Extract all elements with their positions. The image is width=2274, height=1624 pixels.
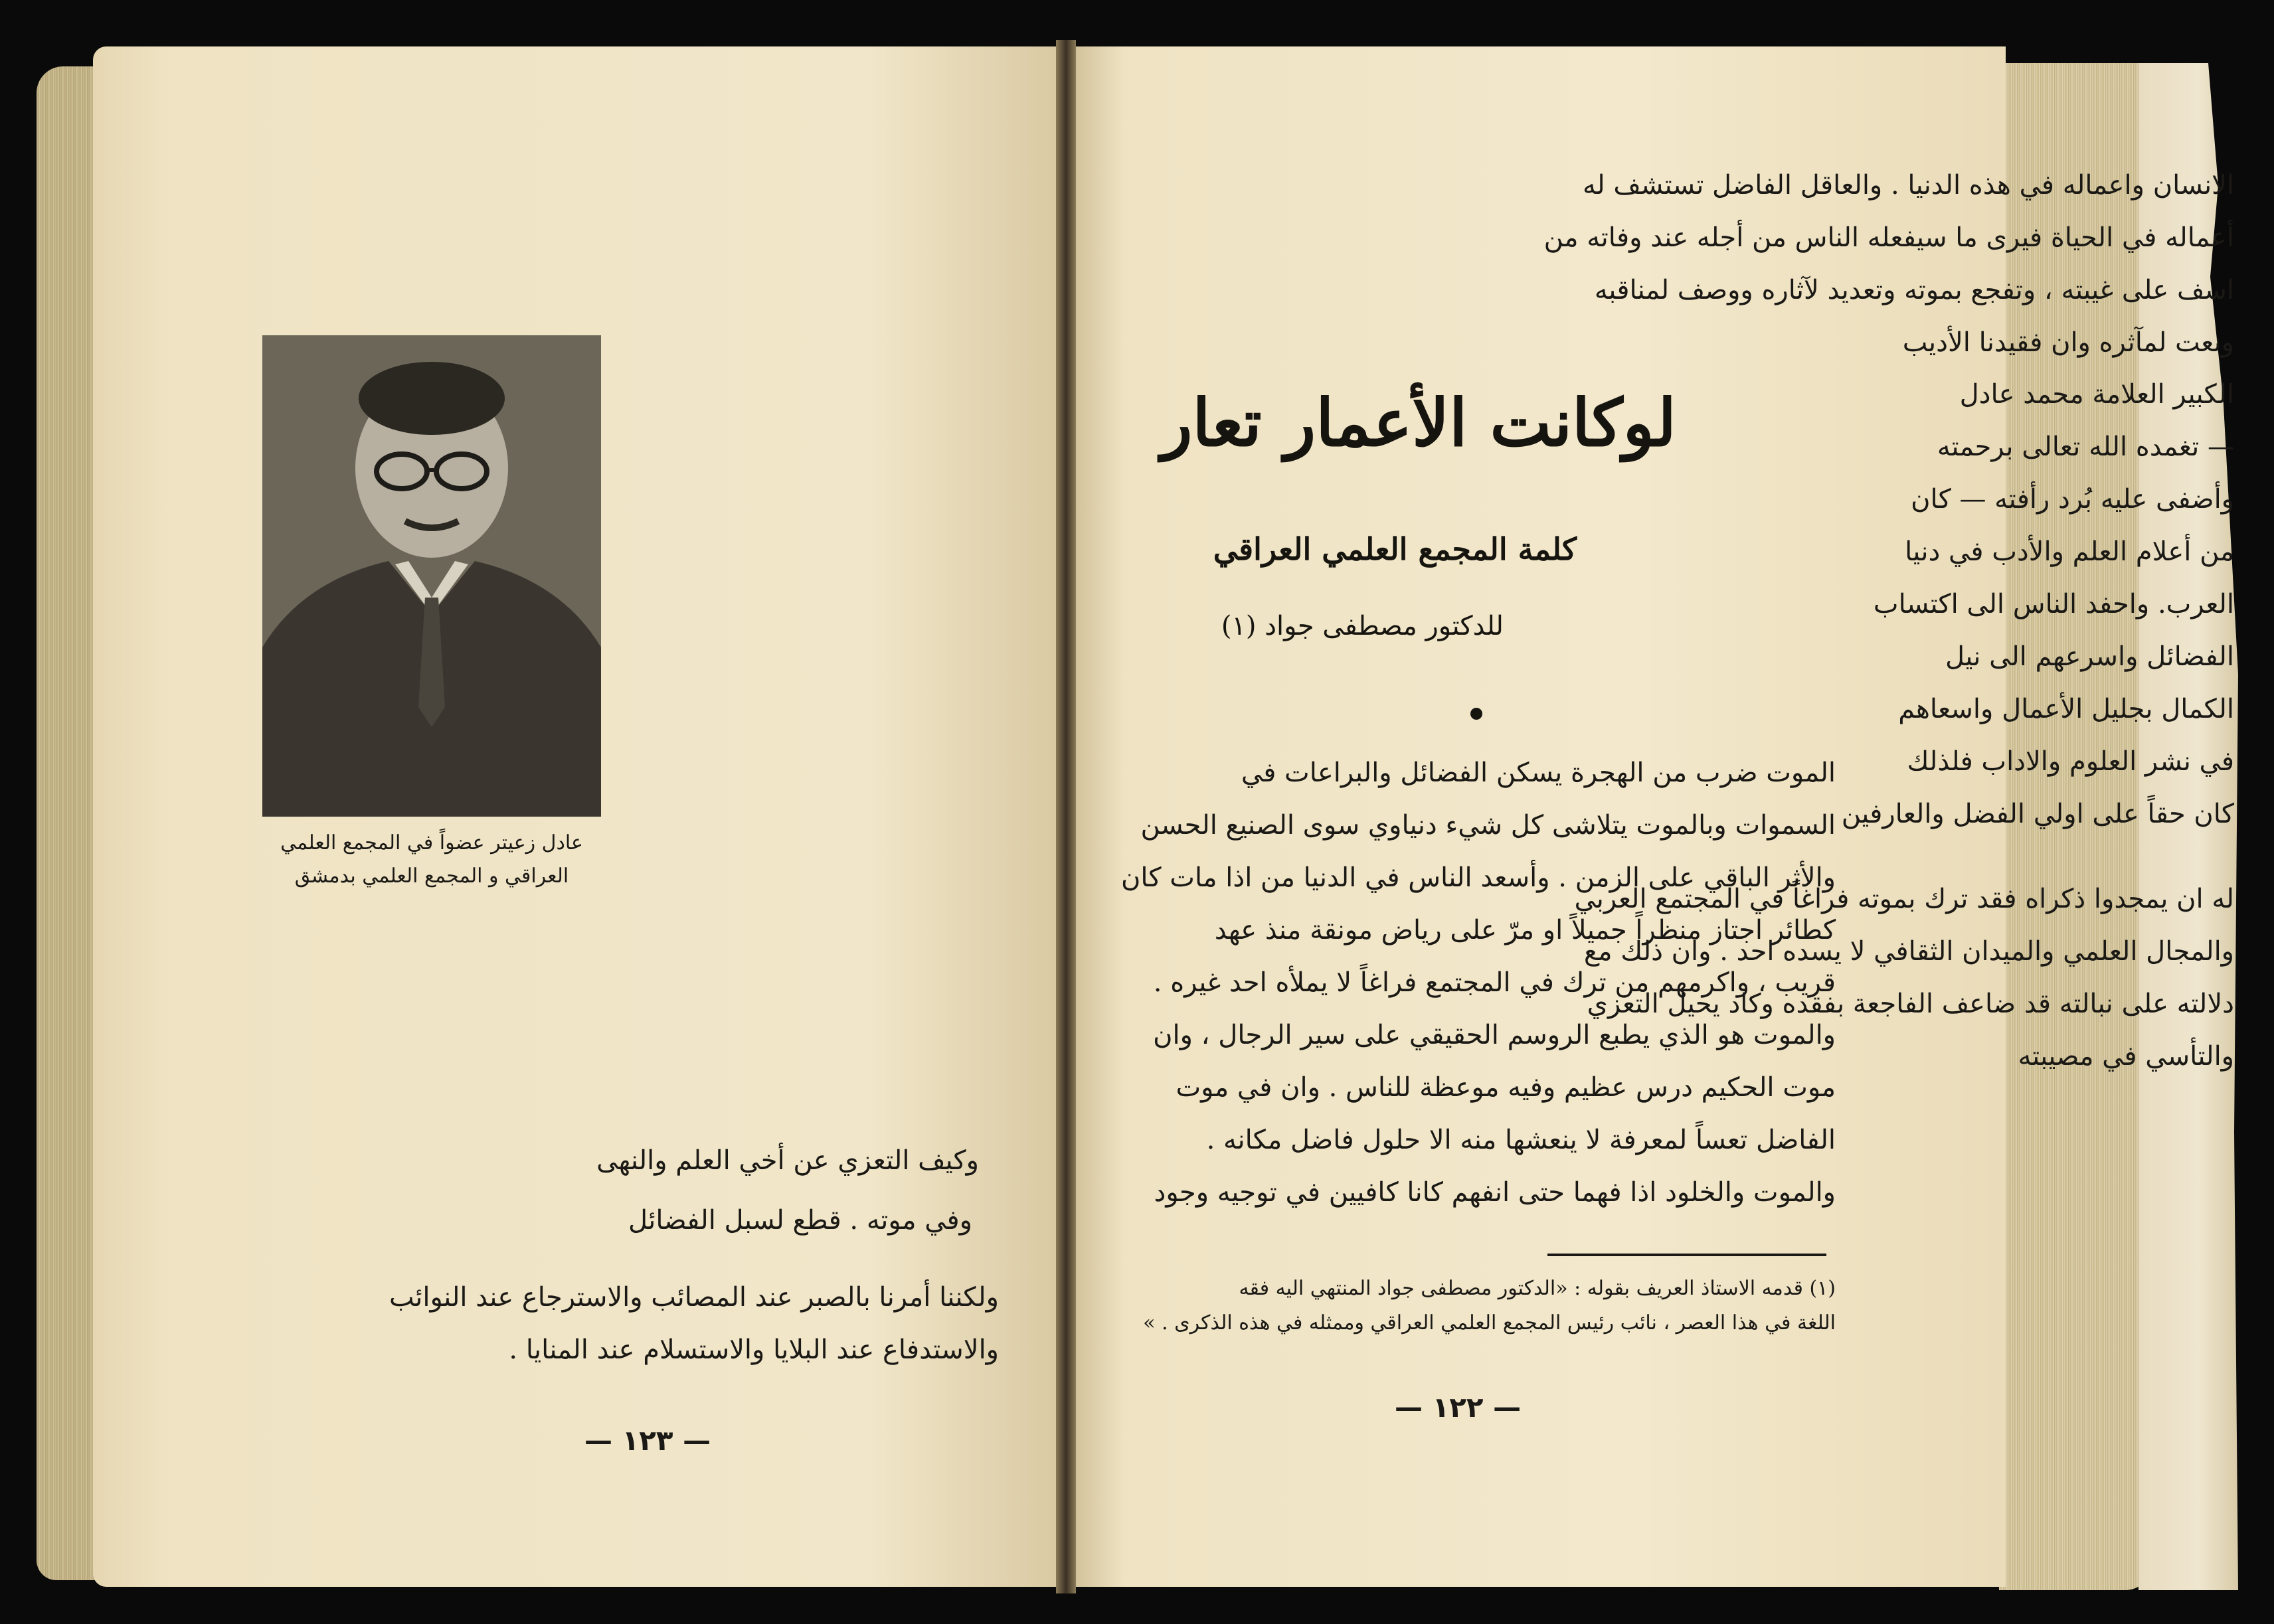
text-line: السموات وبالموت يتلاشى كل شيء دنياوي سوى الصنيع الحسن — [1140, 810, 1836, 841]
text-line: وأضفى عليه بُرد رأفته — كان — [1911, 484, 2234, 515]
portrait-photo — [262, 335, 601, 817]
text-line: الفاضل تعساً لمعرفة لا ينعشها منه الا حلول فاضل مكانه . — [1206, 1125, 1836, 1155]
article-subtitle: كلمة المجمع العلمي العراقي — [1213, 531, 1577, 567]
book-gutter — [1056, 40, 1076, 1593]
right-page-body — [1118, 747, 1836, 1219]
left-page-number: — ١٢٣ — — [584, 1424, 711, 1457]
text-line: والاستدفاع عند البلايا والاستسلام عند المنايا . — [509, 1335, 999, 1365]
left-page-wrapped-paragraph — [1841, 368, 2234, 841]
text-line: الكبير العلامة محمد عادل — [1959, 379, 2234, 410]
text-line: الفضائل واسرعهم الى نيل — [1945, 641, 2234, 672]
text-line: كان حقاً على اولي الفضل والعارفين — [1841, 799, 2234, 829]
text-line: ونعت لمآثره وان فقيدنا الأديب — [1902, 327, 2234, 358]
poem-verse-2: وفي موته . قطع لسبل الفضائل — [628, 1205, 972, 1236]
text-line: والتأسي في مصيبته — [2018, 1041, 2234, 1072]
footnote-line: اللغة في هذا العصر ، نائب رئيس المجمع العلمي العراقي وممثله في هذه الذكرى . » — [1143, 1311, 1836, 1335]
text-line: ولكننا أمرنا بالصبر عند المصائب والاسترجاع عند النوائب — [389, 1282, 999, 1313]
text-line: العرب. واحفد الناس الى اكتساب — [1873, 589, 2234, 619]
left-page-top-paragraph — [1517, 159, 2234, 369]
text-line: في نشر العلوم والاداب فلذلك — [1907, 746, 2234, 777]
caption-line: العراقي و المجمع العلمي بدمشق — [294, 864, 569, 888]
footnote — [1118, 1271, 1836, 1340]
text-line: قريب ، واكرمهم من ترك في المجتمع فراغاً لا يملأه احد غيره . — [1153, 967, 1836, 998]
text-line: دلالته على نبالته قد ضاعف الفاجعة بفقده وكاد يحيل التعزي — [1587, 989, 2234, 1019]
text-line: والأثر الباقي على الزمن . وأسعد الناس في الدنيا من اذا مات كان — [1120, 862, 1836, 893]
left-page-closing-paragraph — [288, 1271, 999, 1376]
text-line: والموت والخلود اذا فهما حتى انفهم كانا كافيين في توجيه وجود — [1154, 1177, 1836, 1208]
article-author: للدكتور مصطفى جواد (١) — [1221, 611, 1504, 641]
portrait-caption — [262, 827, 601, 893]
text-line: كطائر اجتاز منظراً جميلاً او مرّ على رياض مونقة منذ عهد — [1214, 915, 1836, 945]
right-page-number: — ١٢٢ — — [1395, 1391, 1522, 1423]
text-line: الكمال بجليل الأعمال واسعاهم — [1898, 694, 2234, 724]
left-page-edges — [37, 66, 100, 1580]
footnote-line: (١) قدمه الاستاذ العريف بقوله : «الدكتور مصطفى جواد المنتهي اليه فقه — [1239, 1277, 1836, 1300]
text-line: اسف على غيبته ، وتفجع بموته وتعديد لآثاره ووصف لمناقبه — [1594, 275, 2234, 305]
text-line: له ان يمجدوا ذكراه فقد ترك بموته فراغاً في المجتمع العربي — [1574, 884, 2234, 914]
portrait-illustration — [262, 335, 601, 817]
poem-verse-1: وكيف التعزي عن أخي العلم والنهى — [596, 1145, 979, 1176]
text-line: موت الحكيم درس عظيم وفيه موعظة للناس . وان في موت — [1176, 1072, 1836, 1103]
footnote-divider — [1547, 1254, 1826, 1256]
text-line: من أعلام العلم والأدب في دنيا — [1905, 536, 2234, 567]
text-line: والمجال العلمي والميدان الثقافي لا يسده احد . وان ذلك مع — [1583, 936, 2234, 967]
caption-line: عادل زعيتر عضواً في المجمع العلمي — [280, 831, 583, 854]
text-line: الموت ضرب من الهجرة يسكن الفضائل والبراعات في — [1241, 758, 1836, 788]
text-line: — تغمده الله تعالى برحمته — [1937, 432, 2234, 462]
text-line: الانسان واعماله في هذه الدنيا . والعاقل الفاضل تستشف له — [1583, 170, 2234, 201]
separator-dot — [1470, 708, 1482, 720]
text-line: أعماله في الحياة فيرى ما سيفعله الناس من أجله عند وفاته من — [1543, 222, 2234, 253]
article-title: لوكانت الأعمار تعار — [1161, 385, 1676, 461]
text-line: والموت هو الذي يطبع الروسم الحقيقي على سير الرجال ، وان — [1153, 1020, 1836, 1050]
